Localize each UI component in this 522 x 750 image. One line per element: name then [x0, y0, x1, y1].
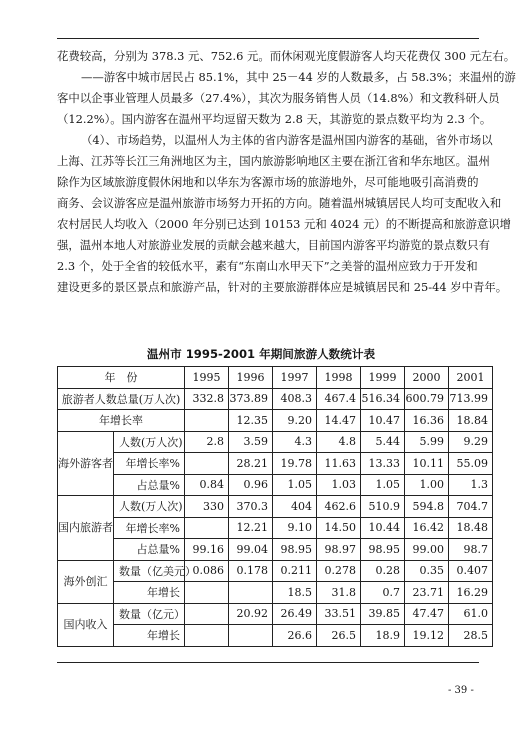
table-cell: 31.8: [317, 582, 361, 604]
table-cell: 332.8: [185, 388, 229, 410]
bottom-rule: [57, 662, 479, 663]
table-cell: 0.35: [405, 560, 449, 582]
table-cell: 98.95: [273, 539, 317, 561]
text-line: 除作为区域旅游度假休闲地和以华东为客源市场的旅游地外，尽可能地吸引高消费的: [57, 175, 479, 189]
text-line: ——游客中城市居民占 85.1%，其中 25－44 岁的人数最多，占 58.3%；来温州的游: [81, 70, 516, 84]
table-cell: 20.92: [229, 603, 273, 625]
row-label: 人数(万人次): [114, 496, 185, 518]
text-line: 2.3 个，处于全省的较低水平，素有“东南山水甲天下”之美誉的温州应致力于开发和: [57, 259, 478, 273]
row-label: 旅游者人数总量(万人次): [58, 388, 185, 410]
table-cell: 14.47: [317, 410, 361, 432]
table-cell: [185, 603, 229, 625]
table-cell: 1.03: [317, 474, 361, 496]
table-cell: 99.00: [405, 539, 449, 561]
table-row: [58, 474, 493, 496]
table-cell: 1.05: [361, 474, 405, 496]
text-line: 建设更多的景区景点和旅游产品，针对的主要旅游群体应是城镇居民和 25-44 岁中青年。: [57, 280, 508, 294]
tourism-stats-table: [57, 366, 493, 647]
table-row: [58, 388, 493, 410]
table-cell: 16.42: [405, 517, 449, 539]
table-cell: 98.97: [317, 539, 361, 561]
year-cell: 1995: [185, 367, 229, 389]
table-cell: 600.79: [405, 388, 449, 410]
text-line: 上海、江苏等长江三角洲地区为主，国内旅游影响地区主要在浙江省和华东地区。温州: [57, 154, 490, 168]
table-row: [58, 431, 493, 453]
table-cell: 26.6: [273, 625, 317, 647]
table-cell: 408.3: [273, 388, 317, 410]
row-label: 数量（亿元）: [114, 603, 185, 625]
group-label: 海外游客者: [58, 431, 114, 496]
table-cell: 1.00: [405, 474, 449, 496]
table-title: 温州市 1995-2001 年期间旅游人数统计表: [146, 347, 376, 361]
table-cell: 2.8: [185, 431, 229, 453]
table-cell: 99.04: [229, 539, 273, 561]
table-cell: 16.36: [405, 410, 449, 432]
table-cell: 330: [185, 496, 229, 518]
table-row: [58, 625, 493, 647]
table-cell: 0.28: [361, 560, 405, 582]
table-cell: 55.09: [449, 453, 493, 475]
table-cell: 594.8: [405, 496, 449, 518]
table-cell: 516.34: [361, 388, 405, 410]
table-cell: 98.7: [449, 539, 493, 561]
row-label: 年增长率: [58, 410, 185, 432]
table-row: [58, 539, 493, 561]
year-cell: 2000: [405, 367, 449, 389]
text-line: 客中以企事业管理人员最多（27.4%），其次为服务销售人员（14.8%）和文教科研人员: [57, 91, 500, 105]
group-label: 海外创汇: [58, 560, 114, 603]
table-cell: 23.71: [405, 582, 449, 604]
table-cell: 19.78: [273, 453, 317, 475]
table-row: [58, 496, 493, 518]
year-cell: 1999: [361, 367, 405, 389]
table-cell: 18.48: [449, 517, 493, 539]
table-cell: 19.12: [405, 625, 449, 647]
table-row: [58, 517, 493, 539]
table-cell: 99.16: [185, 539, 229, 561]
body-text: [57, 46, 516, 298]
table-cell: 9.20: [273, 410, 317, 432]
table-cell: [185, 453, 229, 475]
table-cell: [229, 625, 273, 647]
table-cell: 3.59: [229, 431, 273, 453]
table-cell: 18.9: [361, 625, 405, 647]
table-cell: 39.85: [361, 603, 405, 625]
table-cell: 18.84: [449, 410, 493, 432]
text-line: 花费较高，分别为 378.3 元、752.6 元。而休闲观光度假游客人均天花费仅 300 元左右。: [57, 49, 516, 63]
text-line: （12.2%）。国内游客在温州平均逗留天数为 2.8 天，其游览的景点数平均为 2.3 个。: [57, 112, 492, 126]
table-cell: 0.96: [229, 474, 273, 496]
row-label: 年增长率%: [114, 453, 185, 475]
table-cell: 9.10: [273, 517, 317, 539]
table-header-row: [58, 367, 493, 389]
text-line: 商务、会议游客应是温州旅游市场努力开拓的方向。随着温州城镇居民人均可支配收入和: [57, 196, 502, 210]
table-cell: 26.49: [273, 603, 317, 625]
table-cell: 13.33: [361, 453, 405, 475]
table-cell: 28.21: [229, 453, 273, 475]
table-row: [58, 582, 493, 604]
table-cell: 0.7: [361, 582, 405, 604]
table-cell: 9.29: [449, 431, 493, 453]
page-number: - 39 -: [448, 685, 474, 696]
table-cell: 11.63: [317, 453, 361, 475]
row-label: 年增长: [114, 582, 185, 604]
table-cell: 704.7: [449, 496, 493, 518]
table-cell: [185, 410, 229, 432]
year-cell: 1996: [229, 367, 273, 389]
table-cell: 98.95: [361, 539, 405, 561]
table-cell: 370.3: [229, 496, 273, 518]
table-cell: 4.8: [317, 431, 361, 453]
table-cell: 47.47: [405, 603, 449, 625]
table-cell: 5.99: [405, 431, 449, 453]
row-label: 年增长: [114, 625, 185, 647]
table-row: [58, 560, 493, 582]
row-label: 占总量%: [114, 474, 185, 496]
table-cell: 0.211: [273, 560, 317, 582]
table-cell: 5.44: [361, 431, 405, 453]
row-label: 人数(万人次): [114, 431, 185, 453]
table-cell: [185, 582, 229, 604]
table-row: [58, 453, 493, 475]
year-cell: 2001: [449, 367, 493, 389]
table-cell: 33.51: [317, 603, 361, 625]
header-year-label: 年 份: [58, 367, 185, 389]
table-cell: 0.278: [317, 560, 361, 582]
year-cell: 1997: [273, 367, 317, 389]
table-cell: 462.6: [317, 496, 361, 518]
table-row: [58, 410, 493, 432]
row-label: 数量（亿美元）: [114, 560, 185, 582]
table-cell: 28.5: [449, 625, 493, 647]
text-line: （4）、市场趋势，以温州人为主体的省内游客是温州国内游客的基础，省外市场以: [81, 133, 493, 147]
table-cell: 4.3: [273, 431, 317, 453]
table-cell: 10.44: [361, 517, 405, 539]
table-cell: 404: [273, 496, 317, 518]
top-rule: [57, 38, 479, 39]
table-cell: 10.11: [405, 453, 449, 475]
table-cell: 0.84: [185, 474, 229, 496]
table-cell: 61.0: [449, 603, 493, 625]
table-cell: 0.086: [185, 560, 229, 582]
table-cell: 713.99: [449, 388, 493, 410]
table-cell: 373.89: [229, 388, 273, 410]
table-cell: 14.50: [317, 517, 361, 539]
table-cell: 12.35: [229, 410, 273, 432]
table-cell: 0.178: [229, 560, 273, 582]
table-cell: [185, 625, 229, 647]
row-label: 年增长率%: [114, 517, 185, 539]
table-cell: 26.5: [317, 625, 361, 647]
group-label: 国内收入: [58, 603, 114, 646]
table-cell: 1.3: [449, 474, 493, 496]
table-cell: [229, 582, 273, 604]
table-cell: 510.9: [361, 496, 405, 518]
table-cell: 18.5: [273, 582, 317, 604]
table-cell: 12.21: [229, 517, 273, 539]
table-cell: 16.29: [449, 582, 493, 604]
table-cell: 10.47: [361, 410, 405, 432]
year-cell: 1998: [317, 367, 361, 389]
text-line: 强，温州本地人对旅游业发展的贡献会越来越大，目前国内游客平均游览的景点数只有: [57, 238, 490, 252]
group-label: 国内旅游者: [58, 496, 114, 561]
table-cell: 0.407: [449, 560, 493, 582]
row-label: 占总量%: [114, 539, 185, 561]
table-cell: 467.4: [317, 388, 361, 410]
table-row: [58, 603, 493, 625]
table-cell: 1.05: [273, 474, 317, 496]
text-line: 农村居民人均收入（2000 年分别已达到 10153 元和 4024 元）的不断提高和旅游意识增: [57, 217, 512, 231]
table-cell: [185, 517, 229, 539]
